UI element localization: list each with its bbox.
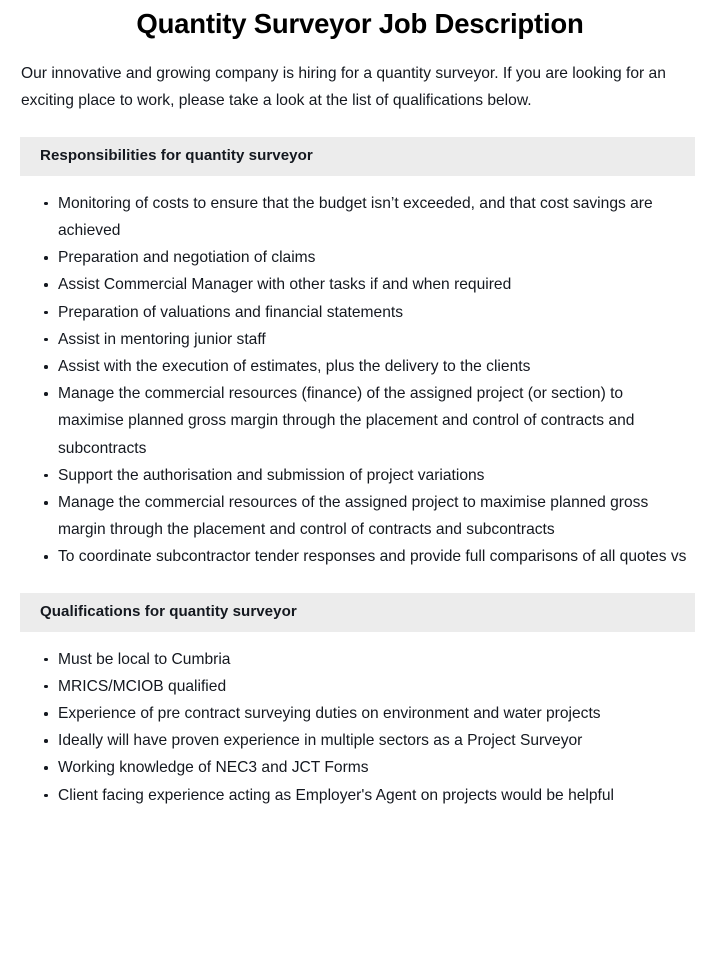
- section-header-bar: [20, 137, 695, 176]
- list-item: Must be local to Cumbria: [0, 646, 690, 673]
- list-item: Support the authorisation and submission of project variations: [0, 462, 690, 489]
- list-item: Assist with the execution of estimates, plus the delivery to the clients: [0, 353, 690, 380]
- list-item: Client facing experience acting as Employer's Agent on projects would be helpful: [0, 782, 690, 809]
- list-item: Manage the commercial resources (finance) of the assigned project (or section) to maximise planned gross margin through the placement and control of contracts and subcontracts: [0, 380, 690, 462]
- intro-paragraph: Our innovative and growing company is hiring for a quantity surveyor. If you are looking for an exciting place to work, please take a look at the list of qualifications below.: [21, 65, 666, 110]
- sections-container: [0, 137, 720, 809]
- bullet-list: [0, 632, 720, 809]
- bullet-list: [0, 176, 720, 571]
- section-header-bar: [20, 593, 695, 632]
- list-item: Manage the commercial resources of the assigned project to maximise planned gross margin through the placement and control of contracts and subcontracts: [0, 489, 690, 543]
- list-item: MRICS/MCIOB qualified: [0, 673, 690, 700]
- page-title: Quantity Surveyor Job Description: [136, 8, 584, 39]
- section-heading: Responsibilities for quantity surveyor: [40, 147, 313, 165]
- list-item: Assist Commercial Manager with other tasks if and when required: [0, 271, 690, 298]
- list-item: Assist in mentoring junior staff: [0, 326, 690, 353]
- list-item: Experience of pre contract surveying duties on environment and water projects: [0, 700, 690, 727]
- section-heading: Qualifications for quantity surveyor: [40, 603, 297, 621]
- list-item: To coordinate subcontractor tender responses and provide full comparisons of all quotes vs: [0, 543, 690, 570]
- list-item: Preparation and negotiation of claims: [0, 244, 690, 271]
- document-section: [0, 137, 720, 571]
- list-item: Ideally will have proven experience in multiple sectors as a Project Surveyor: [0, 727, 690, 754]
- list-item: Preparation of valuations and financial statements: [0, 299, 690, 326]
- list-item: Monitoring of costs to ensure that the budget isn’t exceeded, and that cost savings are achieved: [0, 190, 690, 244]
- document-section: [0, 593, 720, 809]
- list-item: Working knowledge of NEC3 and JCT Forms: [0, 754, 690, 781]
